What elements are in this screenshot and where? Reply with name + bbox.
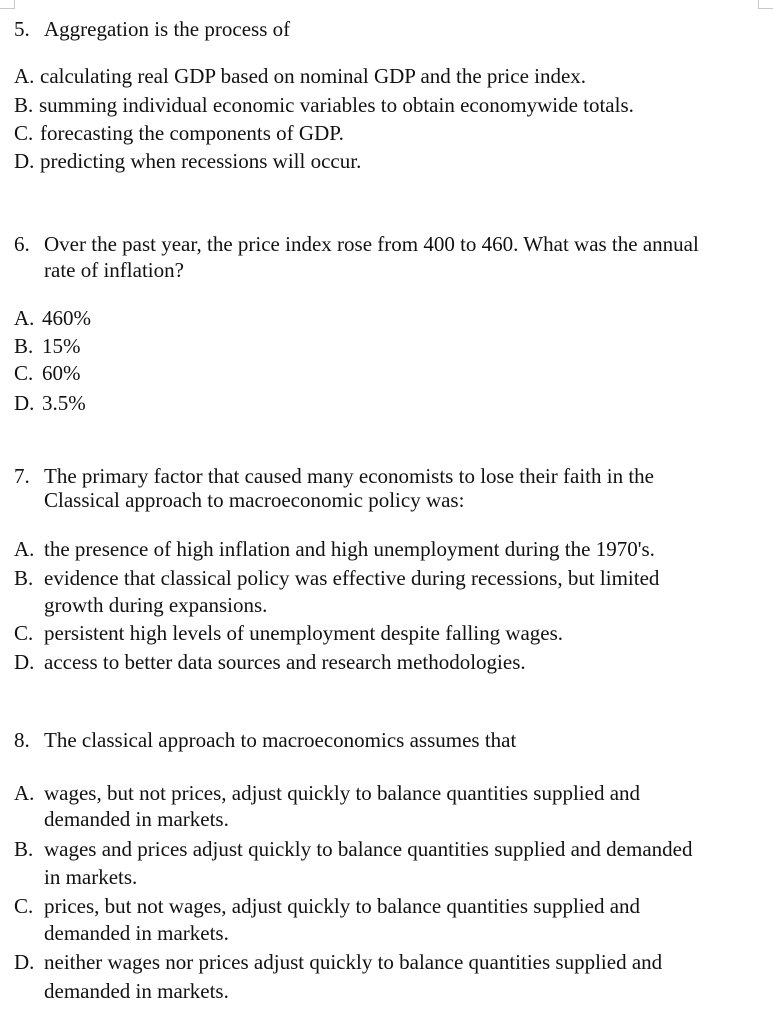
- option-text: neither wages nor prices adjust quickly to balance quantities supplied and: [44, 950, 663, 974]
- option-letter: C.: [14, 621, 34, 645]
- option-text: 3.5%: [42, 391, 86, 415]
- question-text: rate of inflation?: [44, 258, 184, 282]
- option-text: in markets.: [44, 865, 138, 889]
- option-letter: A.: [14, 537, 35, 561]
- question-number: 7.: [14, 464, 30, 488]
- question-text: The primary factor that caused many economists to lose their faith in the: [44, 464, 654, 488]
- option-text: demanded in markets.: [44, 921, 229, 945]
- option-letter: A.: [14, 781, 35, 805]
- question-number: 8.: [14, 728, 30, 752]
- option-text: the presence of high inflation and high unemployment during the 1970's.: [44, 537, 655, 561]
- option-letter: A.: [14, 64, 35, 88]
- option-text: predicting when recessions will occur.: [40, 149, 362, 173]
- page-corner-mark-left: [0, 0, 15, 9]
- option-letter: C.: [14, 894, 34, 918]
- question-number: 6.: [14, 232, 30, 256]
- option-letter: D.: [14, 391, 35, 415]
- option-text: growth during expansions.: [44, 593, 268, 617]
- option-letter: D.: [14, 950, 35, 974]
- question-text: Aggregation is the process of: [44, 17, 291, 41]
- option-letter: B.: [14, 334, 34, 358]
- option-letter: B.: [14, 837, 34, 861]
- option-letter: C.: [14, 121, 34, 145]
- option-text: persistent high levels of unemployment despite falling wages.: [44, 621, 564, 645]
- option-text: wages and prices adjust quickly to balance quantities supplied and demanded: [44, 837, 693, 861]
- option-text: 15%: [42, 334, 81, 358]
- option-letter: B.: [14, 566, 34, 590]
- option-letter: A.: [14, 306, 35, 330]
- option-letter: D.: [14, 149, 35, 173]
- option-text: demanded in markets.: [44, 807, 229, 831]
- option-letter: B.: [14, 93, 34, 117]
- option-text: 60%: [42, 361, 81, 385]
- option-letter: D.: [14, 650, 35, 674]
- page-corner-mark-right: [758, 0, 773, 9]
- option-text: 460%: [42, 306, 91, 330]
- option-text: evidence that classical policy was effective during recessions, but limited: [44, 566, 660, 590]
- option-text: calculating real GDP based on nominal GDP and the price index.: [40, 64, 587, 88]
- option-text: access to better data sources and research methodologies.: [44, 650, 526, 674]
- question-text: The classical approach to macroeconomics assumes that: [44, 728, 517, 752]
- question-text: Over the past year, the price index rose from 400 to 460. What was the annual: [44, 232, 699, 256]
- option-letter: C.: [14, 361, 34, 385]
- option-text: demanded in markets.: [44, 979, 229, 1003]
- option-text: prices, but not wages, adjust quickly to balance quantities supplied and: [44, 894, 641, 918]
- option-text: wages, but not prices, adjust quickly to balance quantities supplied and: [44, 781, 641, 805]
- question-number: 5.: [14, 17, 30, 41]
- option-text: forecasting the components of GDP.: [40, 121, 344, 145]
- question-text: Classical approach to macroeconomic policy was:: [44, 488, 465, 512]
- option-text: summing individual economic variables to obtain economywide totals.: [39, 93, 634, 117]
